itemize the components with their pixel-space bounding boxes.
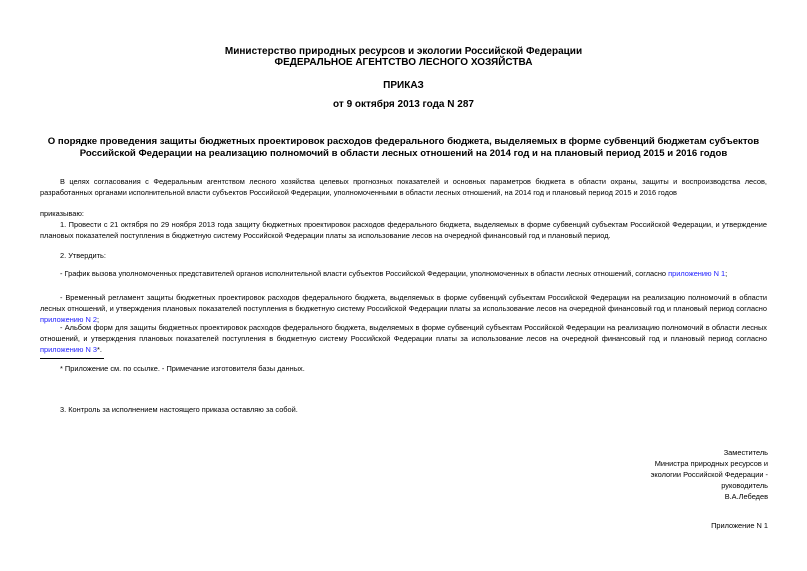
signature-line-3: экологии Российской Федерации -: [650, 470, 768, 479]
intro-paragraph: В целях согласования с Федеральным агентством лесного хозяйства целевых прогнозных показателей и основных параметров бюджета в области охраны, защиты и воспроизводства лесов, разработанных органами исполнительной власти субъектов Российской Федерации, уполномоченными в области лесных отношений, на 2014 год и плановый период 2015 и 2016 годов: [40, 177, 767, 197]
footnote: * Приложение см. по ссылке. - Примечание изготовителя базы данных.: [60, 364, 305, 373]
sub-item-1-paragraph: [40, 268, 767, 279]
sub-item-1-text: - График вызова уполномоченных представителей органов исполнительной власти субъектов Российской Федерации, уполномоченных в области лесных отношений, согласно: [60, 269, 667, 278]
sub-item-3-end: *.: [97, 345, 102, 354]
annex-1-link[interactable]: приложению N 1: [668, 269, 726, 278]
signature-block: [608, 447, 768, 502]
ministry-name: Министерство природных ресурсов и экологии Российской Федерации: [224, 46, 583, 57]
agency-name: ФЕДЕРАЛЬНОЕ АГЕНТСТВО ЛЕСНОГО ХОЗЯЙСТВА: [274, 57, 533, 68]
annex-label: Приложение N 1: [711, 521, 768, 530]
order-word: приказываю:: [40, 209, 84, 218]
item-3-paragraph: 3. Контроль за исполнением настоящего приказа оставляю за собой.: [60, 405, 298, 414]
sub-item-3-paragraph: [40, 322, 767, 355]
footnote-separator: [40, 358, 104, 359]
sub-item-3-text: - Альбом форм для защиты бюджетных проектировок расходов федерального бюджета, выделяемых в форме субвенций субъектам Российской Федерации на реализацию полномочий в области лесных отношений, и утверждения плановых показателей поступления в бюджетную систему Российской Федерации платы за использование лесов на очередной финансовый год и плановый период согласно: [40, 323, 767, 343]
annex-3-link[interactable]: приложению N 3: [40, 345, 98, 354]
sub-item-2-text: - Временный регламент защиты бюджетных проектировок расходов федерального бюджета, выделяемых в форме субвенций субъектам Российской Федерации на реализацию полномочий в области лесных отношений, и утверждения плановых показателей поступления в бюджетную систему Российской Федерации платы за использование лесов на очередной финансовый год и плановый период согласно: [40, 293, 767, 313]
item-1-paragraph: 1. Провести с 21 октября по 29 ноября 2013 года защиту бюджетных проектировок расходов федерального бюджета, выделяемых в форме субвенций субъектам Российской Федерации, и утверждение плановых показателей поступления в бюджетную систему Российской Федерации платы за использование лесов на очередной финансовый год и плановый период.: [40, 220, 767, 240]
document-type: ПРИКАЗ: [383, 80, 424, 91]
document-title: О порядке проведения защиты бюджетных проектировок расходов федерального бюджета, выделяемых в форме субвенций бюджетам субъектов Российской Федерации на реализацию полномочий в области лесных отношений на 2014 год и на плановый период 2015 и 2016 годов: [47, 136, 760, 159]
annex-2-link[interactable]: приложению N 2: [40, 315, 98, 324]
signature-line-2: Министра природных ресурсов и: [654, 459, 768, 468]
sub-item-1-end: ;: [725, 269, 728, 278]
signature-line-4: руководитель: [721, 481, 768, 490]
sub-item-2-end: ;: [97, 315, 100, 324]
item-2-paragraph: 2. Утвердить:: [60, 251, 106, 260]
sub-item-2-paragraph: [40, 292, 767, 325]
signature-line-1: Заместитель: [723, 448, 768, 457]
signature-name: В.А.Лебедев: [724, 492, 768, 501]
document-date-number: от 9 октября 2013 года N 287: [333, 99, 474, 110]
